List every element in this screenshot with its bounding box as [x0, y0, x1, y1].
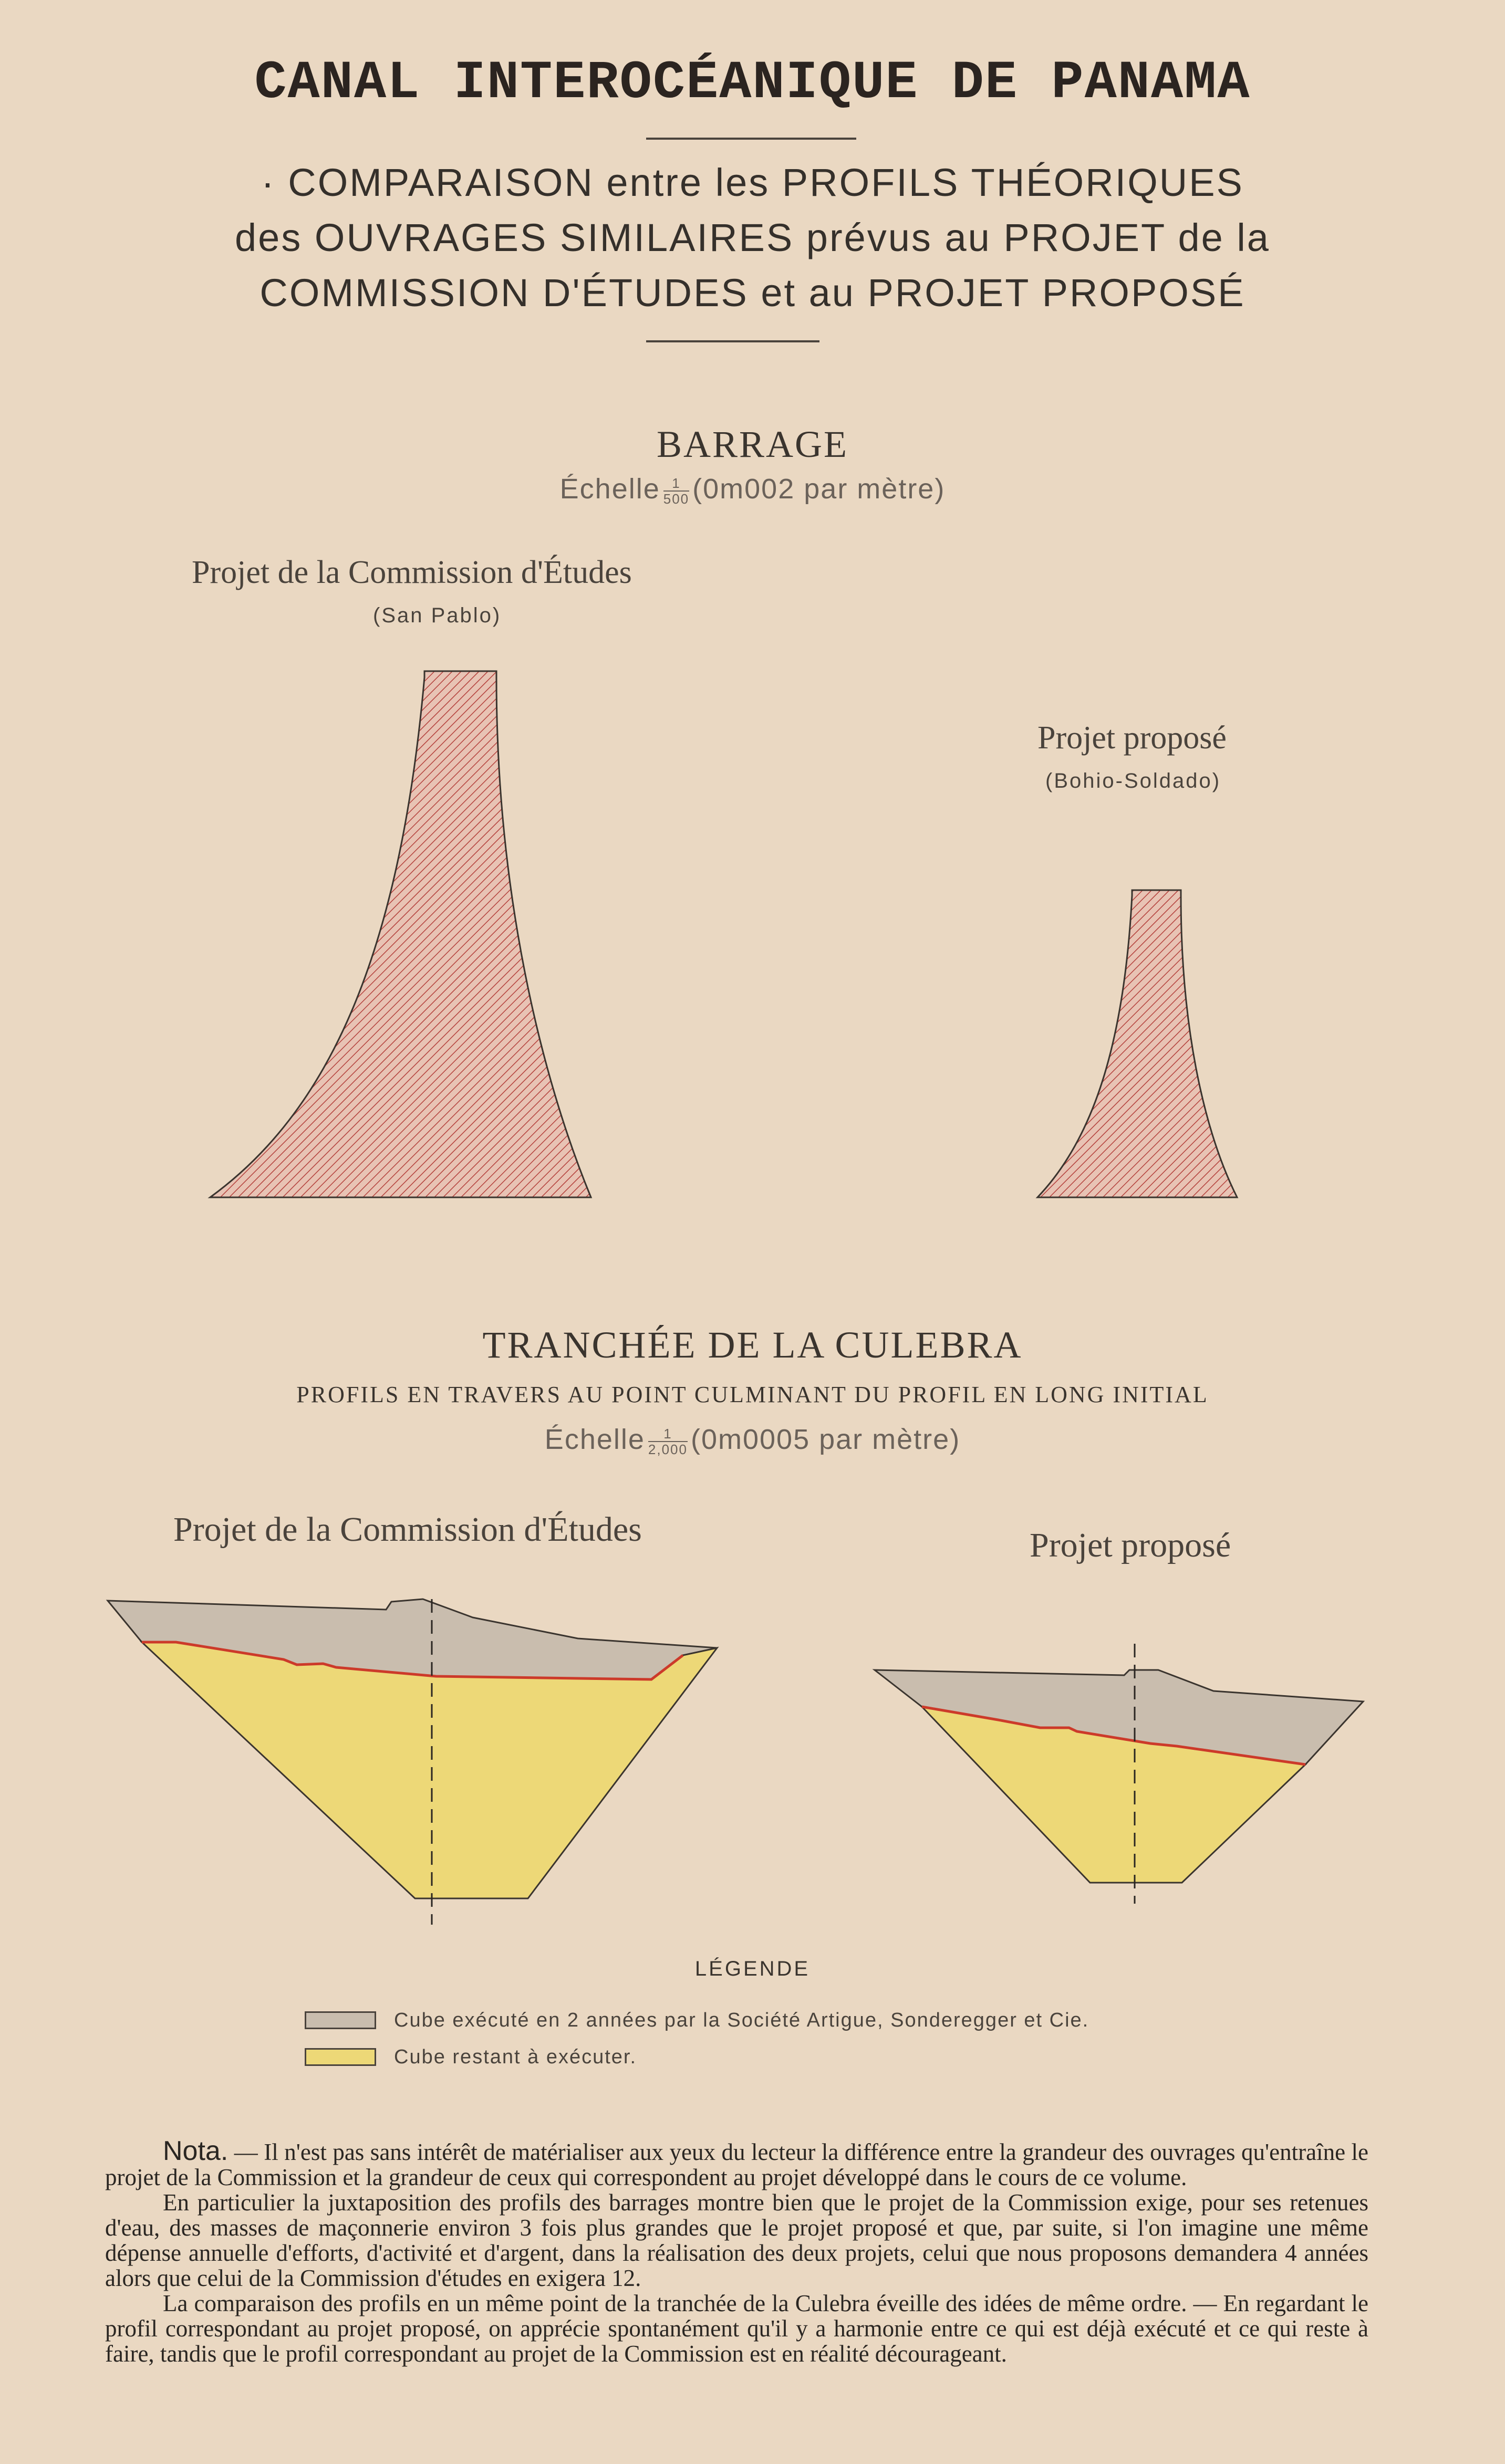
- dam-profile-proposed: [1037, 890, 1237, 1197]
- page-title: CANAL INTEROCÉANIQUE DE PANAMA: [254, 53, 1251, 113]
- tranchee-right-label: Projet proposé: [1030, 1526, 1231, 1564]
- barrage-scale-prefix: Échelle: [559, 473, 660, 505]
- tranchee-title: TRANCHÉE DE LA CULEBRA: [482, 1324, 1023, 1366]
- barrage-left-label: Projet de la Commission d'Études: [192, 555, 632, 590]
- legend-item-executed: [305, 2007, 1089, 2033]
- tranchee-scale-prefix: Échelle: [544, 1424, 645, 1455]
- tranchee-scale-suffix: (0m0005 par mètre): [690, 1424, 961, 1455]
- legend-item-remaining: [305, 2044, 637, 2070]
- legend-label-remaining: Cube restant à exécuter.: [394, 2045, 637, 2068]
- nota-label: Nota.: [163, 2136, 229, 2166]
- tranchee-scale: [0, 1423, 1505, 1457]
- tranchee-left-label: Projet de la Commission d'Études: [173, 1510, 642, 1549]
- legend-label-executed: Cube exécuté en 2 années par la Société Artigue, Sonderegger et Cie.: [394, 2009, 1089, 2031]
- dam-profile-commission: [210, 671, 591, 1197]
- tranchee-scale-num: 1: [663, 1425, 672, 1442]
- barrage-left-sublabel: (San Pablo): [373, 604, 502, 627]
- barrage-title: BARRAGE: [656, 423, 849, 465]
- subtitle-line-1: · COMPARAISON entre les PROFILS THÉORIQUES: [261, 161, 1244, 204]
- legend-title: LÉGENDE: [694, 1957, 811, 1980]
- barrage-right-sublabel: (Bohio-Soldado): [1045, 769, 1221, 792]
- barrage-scale-suffix: (0m002 par mètre): [692, 473, 946, 505]
- tranchee-subtitle: PROFILS EN TRAVERS AU POINT CULMINANT DU PROFIL EN LONG INITIAL: [296, 1382, 1209, 1407]
- subtitle-line-2: des OUVRAGES SIMILAIRES prévus au PROJET de la: [235, 216, 1270, 259]
- tranchee-scale-fraction: [648, 1426, 688, 1457]
- nota-paragraph-1: [105, 2138, 1368, 2190]
- nota-paragraph-2: En particulier la juxtaposition des profils des barrages montre bien que le projet de la Commission exige, pour ses retenues d'eau, des masses de maçonnerie environ 3 fois plus grandes que le projet proposé et que, par suite, si l'on imagine une même dépense annuelle d'efforts, d'activité et d'argent, dans la réalisation des deux projets, celui que nous proposons demandera 4 années alors que celui de la Commission d'études en exigera 12.: [105, 2189, 1368, 2291]
- nota-paragraph-1-text: — Il n'est pas sans intérêt de matérialiser aux yeux du lecteur la différence entre la grandeur des ouvrages qu'entraîne le projet de la Commission et la grandeur de ceux qui correspondent au projet développé dans le cours de ce volume.: [105, 2139, 1368, 2190]
- tranchee-diagrams: [0, 1549, 1505, 1969]
- legend-swatch-executed: [305, 2011, 376, 2029]
- barrage-scale-num: 1: [672, 475, 681, 491]
- barrage-right-label: Projet proposé: [1037, 720, 1227, 756]
- legend-swatch-remaining: [305, 2048, 376, 2066]
- nota-paragraph-3: La comparaison des profils en un même point de la tranchée de la Culebra éveille des idées de même ordre. — En regardant le profil correspondant au projet proposé, on apprécie spontanément qu'il y a harmonie entre ce qui est déjà exécuté et ce qui reste à faire, tandis que le profil correspondant au projet de la Commission est en réalité décourageant.: [105, 2290, 1368, 2367]
- barrage-scale-den: 500: [663, 490, 690, 507]
- cut-remaining-commission: [142, 1642, 717, 1898]
- tranchee-scale-den: 2,000: [648, 1441, 688, 1457]
- nota-block: [105, 2138, 1368, 2366]
- subtitle-line-3: COMMISSION D'ÉTUDES et au PROJET PROPOSÉ: [260, 271, 1245, 315]
